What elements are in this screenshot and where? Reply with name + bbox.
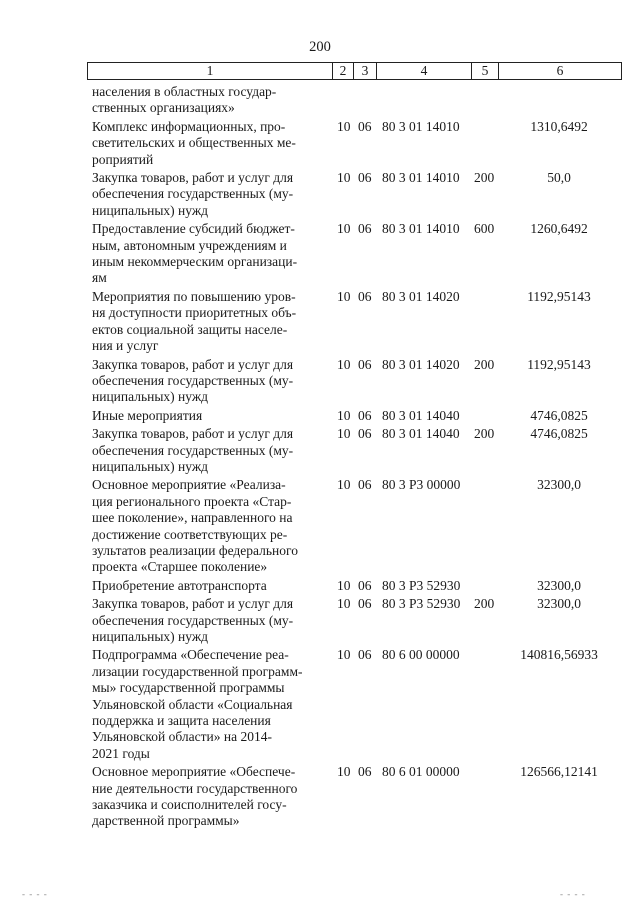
amount-value: 4746,0825 <box>530 407 588 423</box>
row-name-line: обеспечения государственных (му- <box>92 372 294 388</box>
row-name <box>92 647 330 762</box>
table-row <box>0 596 640 645</box>
row-name-line: Предоставление субсидий бюджет- <box>92 221 295 237</box>
subsection-code: 06 <box>358 288 372 304</box>
amount-value: 1192,95143 <box>527 288 591 304</box>
amount-value: 32300,0 <box>537 577 581 593</box>
table-row <box>0 578 640 594</box>
row-name <box>92 221 330 287</box>
row-name-line: обеспечения государственных (му- <box>92 612 294 628</box>
table-row <box>0 477 640 575</box>
row-name-line: ниципальных) нужд <box>92 202 209 218</box>
amount-value: 1310,6492 <box>530 118 588 134</box>
row-name-line: обеспечения государственных (му- <box>92 442 294 458</box>
row-name <box>92 289 330 355</box>
subsection-code: 06 <box>358 221 372 237</box>
table-row <box>0 357 640 406</box>
table-row <box>0 84 640 117</box>
row-name-line: Приобретение автотранспорта <box>92 577 267 593</box>
row-name-line: проекта «Старшее поколение» <box>92 559 268 575</box>
row-name <box>92 596 330 645</box>
table-row <box>0 119 640 168</box>
section-code: 10 <box>337 426 351 442</box>
table-row <box>0 170 640 219</box>
section-code: 10 <box>337 356 351 372</box>
subsection-code: 06 <box>358 647 372 663</box>
row-name-line: Основное мероприятие «Обеспече- <box>92 764 296 780</box>
row-name-line: ниципальных) нужд <box>92 458 209 474</box>
subsection-code: 06 <box>358 356 372 372</box>
row-name-line: Иные мероприятия <box>92 407 203 423</box>
row-name <box>92 426 330 475</box>
section-code: 10 <box>337 221 351 237</box>
row-name-line: Подпрограмма «Обеспечение реа- <box>92 647 289 663</box>
table-row <box>0 426 640 475</box>
target-article-code: 80 3 P3 00000 <box>382 477 461 493</box>
col-header-6: 6 <box>499 63 622 80</box>
section-code: 10 <box>337 647 351 663</box>
subsection-code: 06 <box>358 596 372 612</box>
expense-type-code: 200 <box>474 596 495 612</box>
target-article-code: 80 3 01 14020 <box>382 288 460 304</box>
row-name-line: мы» государственной программы <box>92 680 285 696</box>
expense-type-code: 600 <box>474 221 495 237</box>
row-name-line: населения в областных государ- <box>92 84 277 99</box>
row-name <box>92 408 330 424</box>
section-code: 10 <box>337 407 351 423</box>
section-code: 10 <box>337 577 351 593</box>
target-article-code: 80 6 00 00000 <box>382 647 460 663</box>
target-article-code: 80 3 P3 52930 <box>382 577 461 593</box>
target-article-code: 80 6 01 00000 <box>382 764 460 780</box>
section-code: 10 <box>337 170 351 186</box>
target-article-code: 80 3 01 14010 <box>382 170 460 186</box>
amount-value: 126566,12141 <box>520 764 598 780</box>
row-name <box>92 84 330 117</box>
row-name-line: ям <box>92 270 107 286</box>
subsection-code: 06 <box>358 577 372 593</box>
section-code: 10 <box>337 764 351 780</box>
expense-type-code: 200 <box>474 170 495 186</box>
row-name-line: Закупка товаров, работ и услуг для <box>92 596 294 612</box>
target-article-code: 80 3 01 14020 <box>382 356 460 372</box>
table-row <box>0 647 640 762</box>
column-header-row <box>87 62 622 80</box>
section-code: 10 <box>337 288 351 304</box>
row-name <box>92 357 330 406</box>
scan-artifact: - - - - <box>22 889 48 899</box>
row-name-line: Закупка товаров, работ и услуг для <box>92 426 294 442</box>
row-name-line: лизации государственной программ- <box>92 663 303 679</box>
row-name-line: ственных организациях» <box>92 100 235 116</box>
target-article-code: 80 3 01 14040 <box>382 407 460 423</box>
expense-type-code: 200 <box>474 356 495 372</box>
col-header-3: 3 <box>354 63 377 80</box>
target-article-code: 80 3 P3 52930 <box>382 596 461 612</box>
row-name-line: заказчика и соисполнителей госу- <box>92 797 287 813</box>
row-name-line: ниципальных) нужд <box>92 389 209 405</box>
col-header-2: 2 <box>333 63 354 80</box>
expense-type-code: 200 <box>474 426 495 442</box>
amount-value: 32300,0 <box>537 596 581 612</box>
row-name-line: достижение соответствующих ре- <box>92 526 288 542</box>
row-name <box>92 764 330 830</box>
subsection-code: 06 <box>358 426 372 442</box>
row-name <box>92 477 330 575</box>
page-number: 200 <box>309 39 331 55</box>
section-code: 10 <box>337 477 351 493</box>
row-name-line: ня доступности приоритетных объ- <box>92 305 297 321</box>
row-name-line: обеспечения государственных (му- <box>92 186 294 202</box>
row-name-line: зультатов реализации федерального <box>92 542 298 558</box>
target-article-code: 80 3 01 14040 <box>382 426 460 442</box>
amount-value: 4746,0825 <box>530 426 588 442</box>
row-name-line: Закупка товаров, работ и услуг для <box>92 356 294 372</box>
row-name-line: ние деятельности государственного <box>92 780 298 796</box>
row-name-line: роприятий <box>92 151 154 167</box>
row-name <box>92 578 330 594</box>
section-code: 10 <box>337 596 351 612</box>
amount-value: 32300,0 <box>537 477 581 493</box>
col-header-4: 4 <box>377 63 472 80</box>
row-name-line: ция регионального проекта «Стар- <box>92 493 292 509</box>
row-name-line: ния и услуг <box>92 338 159 354</box>
amount-value: 140816,56933 <box>520 647 598 663</box>
row-name-line: 2021 годы <box>92 745 150 761</box>
amount-value: 50,0 <box>547 170 571 186</box>
row-name-line: ниципальных) нужд <box>92 629 209 644</box>
row-name-line: ным, автономным учреждениям и <box>92 237 287 253</box>
col-header-5: 5 <box>472 63 499 80</box>
target-article-code: 80 3 01 14010 <box>382 118 460 134</box>
scan-artifact: - - - - <box>560 889 586 899</box>
budget-table-body <box>0 84 640 832</box>
row-name-line: Ульяновской области «Социальная <box>92 696 293 712</box>
row-name-line: светительских и общественных ме- <box>92 135 296 151</box>
table-row <box>0 764 640 830</box>
subsection-code: 06 <box>358 764 372 780</box>
row-name <box>92 119 330 168</box>
table-row <box>0 221 640 287</box>
row-name-line: дарственной программы» <box>92 813 240 829</box>
col-header-1: 1 <box>88 63 333 80</box>
row-name-line: Основное мероприятие «Реализа- <box>92 477 286 493</box>
row-spacer <box>0 830 640 832</box>
amount-value: 1192,95143 <box>527 356 591 372</box>
row-name-line: Ульяновской области» на 2014- <box>92 729 272 745</box>
row-name-line: иным некоммерческим организаци- <box>92 254 298 270</box>
row-name-line: Комплекс информационных, про- <box>92 118 286 134</box>
subsection-code: 06 <box>358 407 372 423</box>
row-name-line: поддержка и защита населения <box>92 713 271 729</box>
subsection-code: 06 <box>358 477 372 493</box>
subsection-code: 06 <box>358 170 372 186</box>
table-row <box>0 408 640 424</box>
row-name-line: Закупка товаров, работ и услуг для <box>92 170 294 186</box>
table-row <box>0 289 640 355</box>
row-name-line: шее поколение», направленного на <box>92 510 293 526</box>
target-article-code: 80 3 01 14010 <box>382 221 460 237</box>
section-code: 10 <box>337 118 351 134</box>
row-name-line: Мероприятия по повышению уров- <box>92 288 296 304</box>
subsection-code: 06 <box>358 118 372 134</box>
row-name-line: ектов социальной защиты населе- <box>92 321 288 337</box>
amount-value: 1260,6492 <box>530 221 588 237</box>
row-name <box>92 170 330 219</box>
